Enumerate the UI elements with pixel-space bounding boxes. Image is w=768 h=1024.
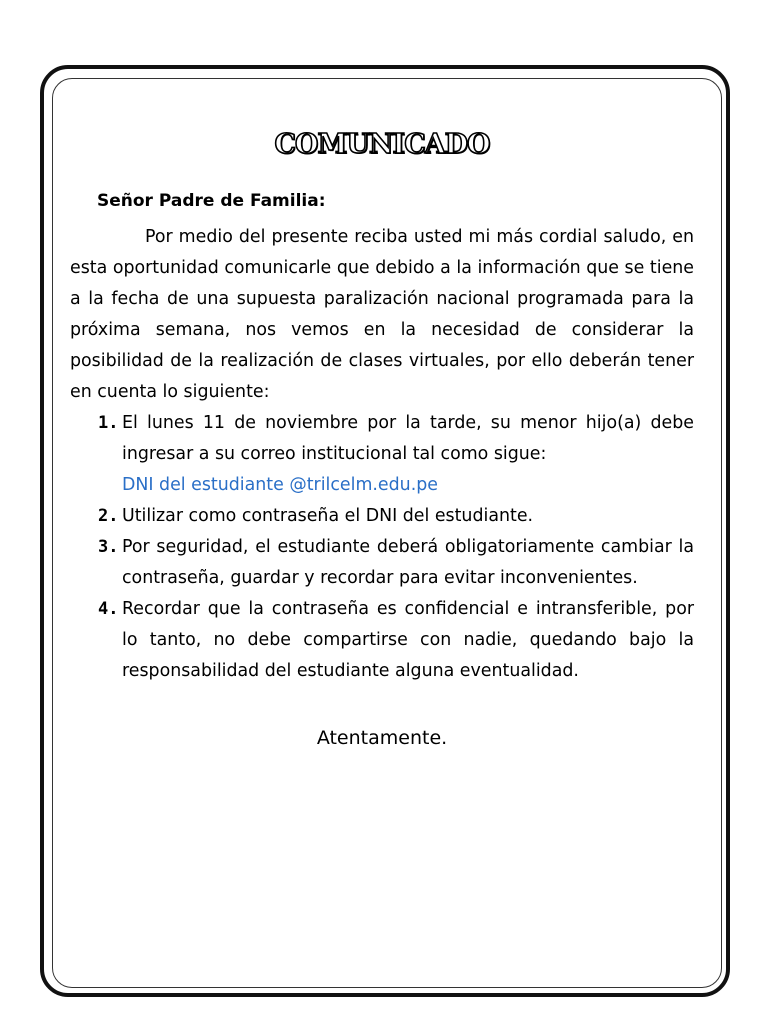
item-number: 3. bbox=[98, 537, 119, 557]
item-text: El lunes 11 de noviembre por la tarde, su menor hijo(a) debe ingresar a su correo institucional tal como sigue: bbox=[122, 413, 694, 464]
document-body bbox=[70, 128, 694, 751]
intro-paragraph: Por medio del presente reciba usted mi más cordial saludo, en esta oportunidad comunicarle que debido a la información que se tiene a la fecha de una supuesta paralización nacional programada para la próxima semana, nos vemos en la necesidad de considerar la posibilidad de la realización de clases virtuales, por ello deberán tener en cuenta lo siguiente: bbox=[70, 227, 694, 402]
closing-text: Atentamente. bbox=[316, 727, 448, 749]
list-item bbox=[70, 408, 694, 501]
item-number: 4. bbox=[98, 599, 119, 619]
list-item bbox=[70, 501, 694, 532]
item-text: Por seguridad, el estudiante deberá obligatoriamente cambiar la contraseña, guardar y recordar para evitar inconvenientes. bbox=[122, 537, 694, 588]
item-number: 2. bbox=[98, 506, 119, 526]
item-text: Recordar que la contraseña es confidencial e intransferible, por lo tanto, no debe compartirse con nadie, quedando bajo la responsabilidad del estudiante alguna eventualidad. bbox=[122, 599, 694, 681]
email-address: DNI del estudiante @trilcelm.edu.pe bbox=[122, 475, 438, 495]
item-number: 1. bbox=[98, 413, 119, 433]
instruction-list bbox=[70, 408, 694, 687]
list-item bbox=[70, 532, 694, 594]
item-text: Utilizar como contraseña el DNI del estudiante. bbox=[122, 506, 534, 526]
salutation: Señor Padre de Familia: bbox=[97, 191, 326, 211]
list-item bbox=[70, 594, 694, 687]
document-title: COMUNICADO bbox=[274, 129, 490, 160]
